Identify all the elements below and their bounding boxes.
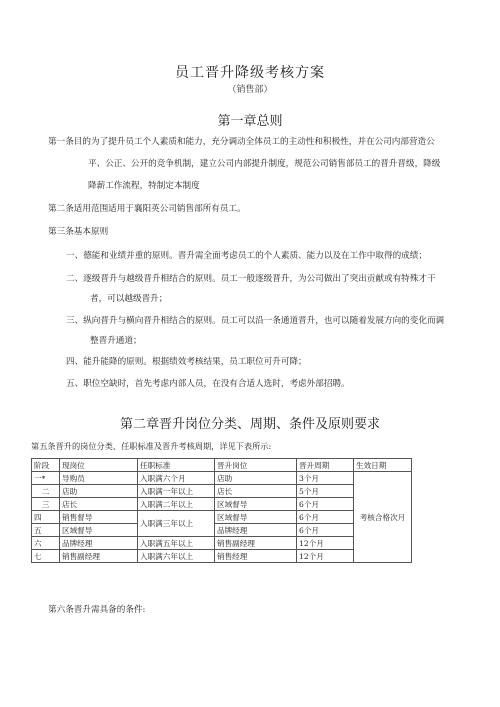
table-header-cell: 生效日期 bbox=[354, 459, 412, 472]
table-cell: 店助 bbox=[60, 485, 138, 498]
table-cell: 五 bbox=[32, 524, 60, 537]
table-cell: 店长 bbox=[60, 498, 138, 511]
table-cell: 入职满二年以上 bbox=[138, 498, 215, 511]
table-header-cell: 晋升岗位 bbox=[215, 459, 297, 472]
article-1-line-2: 平、公正、公开的竞争机制，建立公司内部提升制度，规范公司销售部员工的晋升晋级，降级 bbox=[88, 159, 441, 169]
table-cell: 区域督导 bbox=[60, 524, 138, 537]
document-title: 员工晋升降级考核方案 bbox=[175, 65, 325, 81]
effective-date-cell: 考核合格次月 bbox=[354, 472, 412, 563]
table-cell: 七 bbox=[32, 550, 60, 563]
table-cell: 销售副经理 bbox=[215, 537, 297, 550]
table-cell: 12个月 bbox=[297, 550, 354, 563]
table-row bbox=[32, 472, 412, 485]
table-cell: 入职满五年以上 bbox=[138, 537, 215, 550]
principle-3-line-2: 整晋升通道； bbox=[90, 336, 142, 346]
article-5: 第五条晋升的岗位分类、任职标准及晋升考核周期，详见下表所示: bbox=[31, 441, 272, 451]
promotion-table bbox=[31, 458, 412, 563]
table-cell: 销售经理 bbox=[215, 550, 297, 563]
table-cell: 6个月 bbox=[297, 511, 354, 524]
principle-3-line-1: 三、纵向晋升与横向晋升相结合的原则。员工可以沿一条通道晋升，也可以随着发展方向的变化而调 bbox=[66, 316, 445, 326]
principle-1: 一、德能和业绩并重的原则。晋升需全面考虑员工的个人素质、能力以及在工作中取得的成绩； bbox=[66, 251, 427, 261]
principle-4: 四、能升能降的原则。根据绩效考核结果，员工职位可升可降； bbox=[66, 357, 307, 367]
table-cell: 品牌经理 bbox=[60, 537, 138, 550]
table-cell: 二 bbox=[32, 485, 60, 498]
table-cell: 3个月 bbox=[297, 472, 354, 485]
principle-2-line-2: 者，可以越级晋升； bbox=[90, 294, 168, 304]
table-cell: 6个月 bbox=[297, 498, 354, 511]
chapter-1-heading: 第一章总则 bbox=[217, 114, 283, 129]
merged-standard-cell: 入职满三年以上 bbox=[138, 511, 215, 537]
table-cell: 销售督导 bbox=[60, 511, 138, 524]
table-cell: 店助 bbox=[215, 472, 297, 485]
article-1-line-3: 降薪工作流程，特制定本制度 bbox=[88, 181, 200, 191]
table-cell: 5个月 bbox=[297, 485, 354, 498]
table-cell: 六 bbox=[32, 537, 60, 550]
table-cell: 品牌经理 bbox=[215, 524, 297, 537]
table-cell: 入职满六年以上 bbox=[138, 550, 215, 563]
article-3-heading: 第三条基本原则 bbox=[48, 227, 109, 237]
article-2: 第二条适用范围适用于襄阳英公司销售部所有员工。 bbox=[48, 204, 246, 214]
table-cell: 一* bbox=[32, 472, 60, 485]
article-6: 第六条晋升需具备的条件: bbox=[48, 605, 146, 615]
table-cell: 销售副经理 bbox=[60, 550, 138, 563]
table-cell: 四 bbox=[32, 511, 60, 524]
table-header-cell: 任职标准 bbox=[138, 459, 215, 472]
article-1-line-1: 第一条目的为了提升员工个人素质和能力，充分调动全体员工的主动性和积极性，并在公司内部营造公 bbox=[48, 137, 435, 147]
table-cell: 导购员 bbox=[60, 472, 138, 485]
table-cell: 店长 bbox=[215, 485, 297, 498]
table-header-row bbox=[32, 459, 412, 472]
table-cell: 区域督导 bbox=[215, 498, 297, 511]
table-header-cell: 阶段 bbox=[32, 459, 60, 472]
table-header-cell: 现岗位 bbox=[60, 459, 138, 472]
principle-2-line-1: 二、逐级晋升与越级晋升相结合的原则。员工一般逐级晋升，为公司做出了突出贡献或有特殊才干 bbox=[66, 274, 436, 284]
table-cell: 入职满六个月 bbox=[138, 472, 215, 485]
table-cell: 入职满一年以上 bbox=[138, 485, 215, 498]
table-cell: 12个月 bbox=[297, 537, 354, 550]
table-cell: 三 bbox=[32, 498, 60, 511]
principle-5: 五、职位空缺时，首先考虑内部人员，在没有合适人选时，考虑外部招聘。 bbox=[66, 379, 350, 389]
table-header-cell: 晋升周期 bbox=[297, 459, 354, 472]
table-cell: 区域督导 bbox=[215, 511, 297, 524]
chapter-2-heading: 第二章晋升岗位分类、周期、条件及原则要求 bbox=[119, 417, 380, 432]
table-cell: 6个月 bbox=[297, 524, 354, 537]
document-subtitle: （销售部） bbox=[227, 85, 273, 95]
